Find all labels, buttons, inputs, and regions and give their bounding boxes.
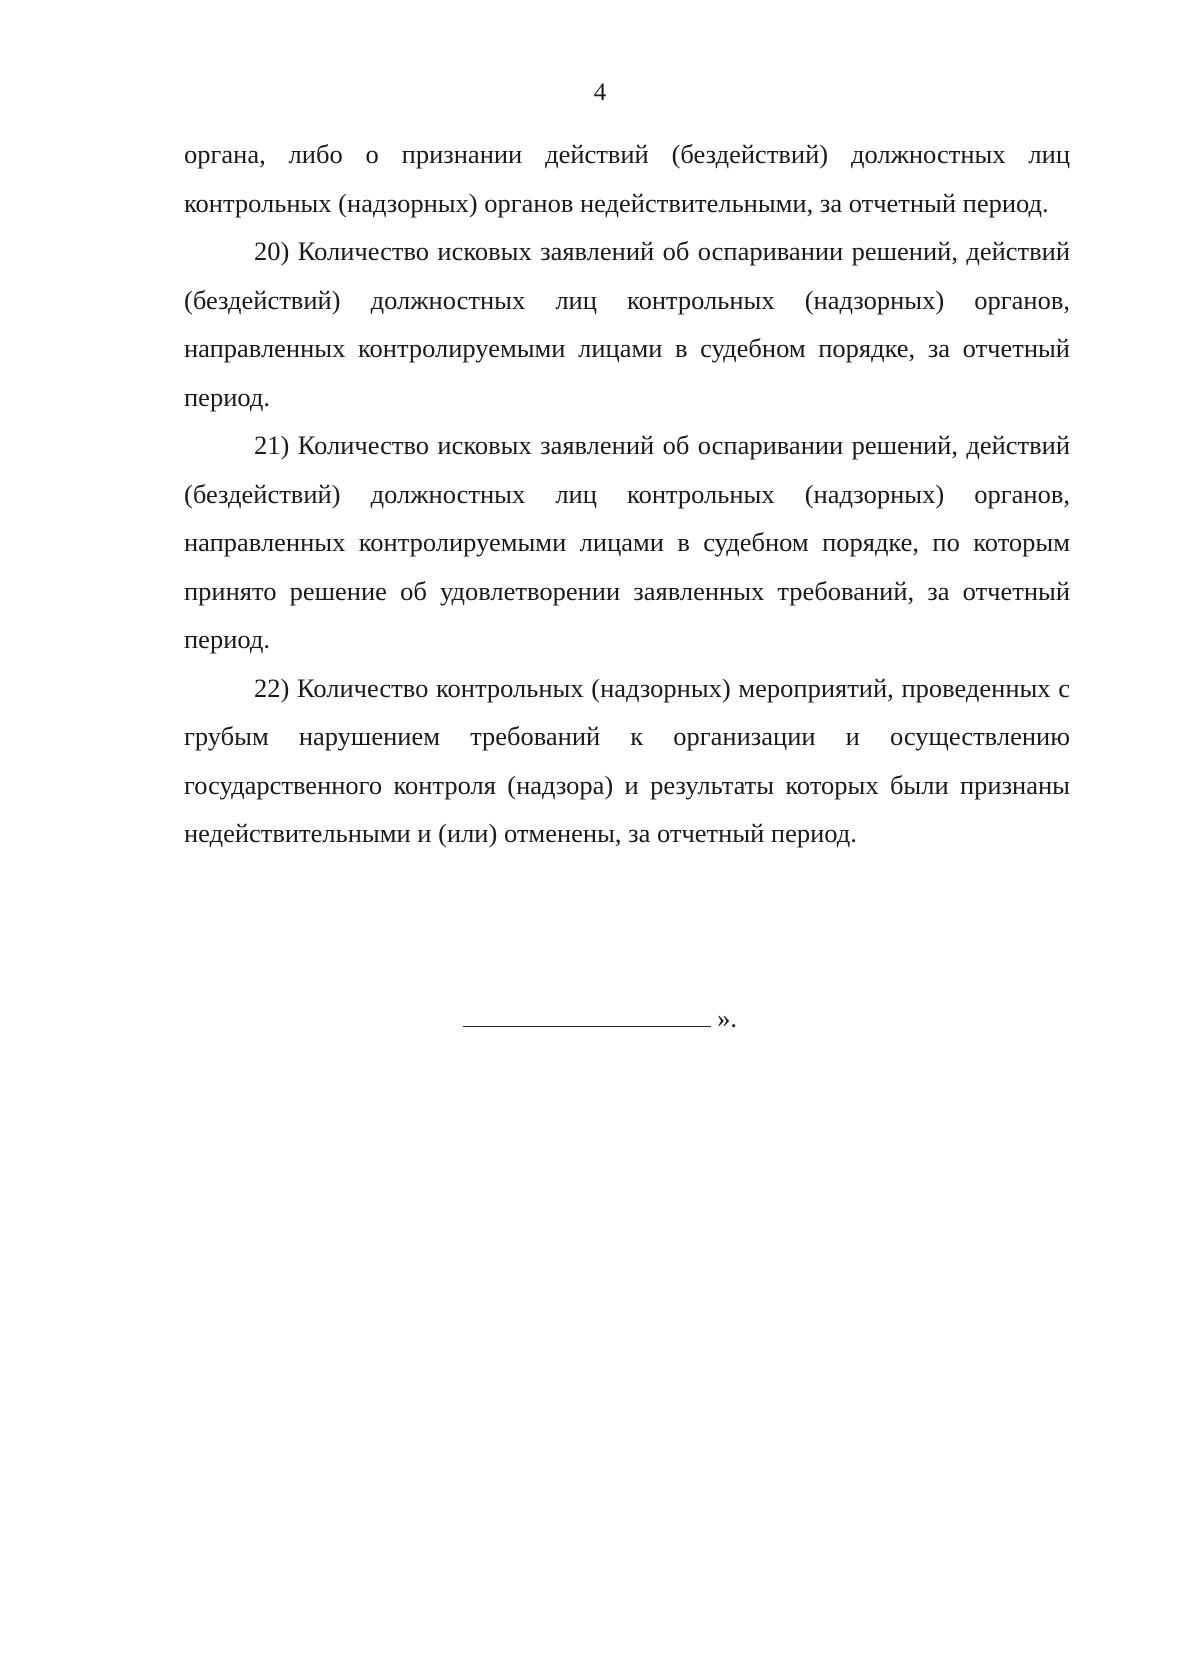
closing-quote-mark: ».: [717, 1003, 737, 1033]
paragraph-continuation: органа, либо о признании действий (бездействий) должностных лиц контрольных (надзорных) органов недействительными, за отчетный период.: [184, 139, 1070, 218]
page-number: 4: [593, 79, 607, 106]
closing-block: [0, 1002, 1200, 1034]
paragraph-item-21: 21) Количество исковых заявлений об оспаривании решений, действий (бездействий) должностных лиц контрольных (надзорных) органов, направленных контролируемыми лицами в судебном порядке, по которым принято решение об удовлетворении заявленных требований, за отчетный период.: [184, 430, 1070, 654]
document-body: [184, 130, 1070, 858]
closing-underline: [463, 1006, 711, 1027]
paragraph-item-22: 22) Количество контрольных (надзорных) мероприятий, проведенных с грубым нарушением требований к организации и осуществлению государственного контроля (надзора) и результаты которых были признаны недействительными и (или) отменены, за отчетный период.: [184, 672, 1070, 848]
paragraph-item-20: 20) Количество исковых заявлений об оспаривании решений, действий (бездействий) должностных лиц контрольных (надзорных) органов, направленных контролируемыми лицами в судебном порядке, за отчетный период.: [184, 236, 1070, 412]
